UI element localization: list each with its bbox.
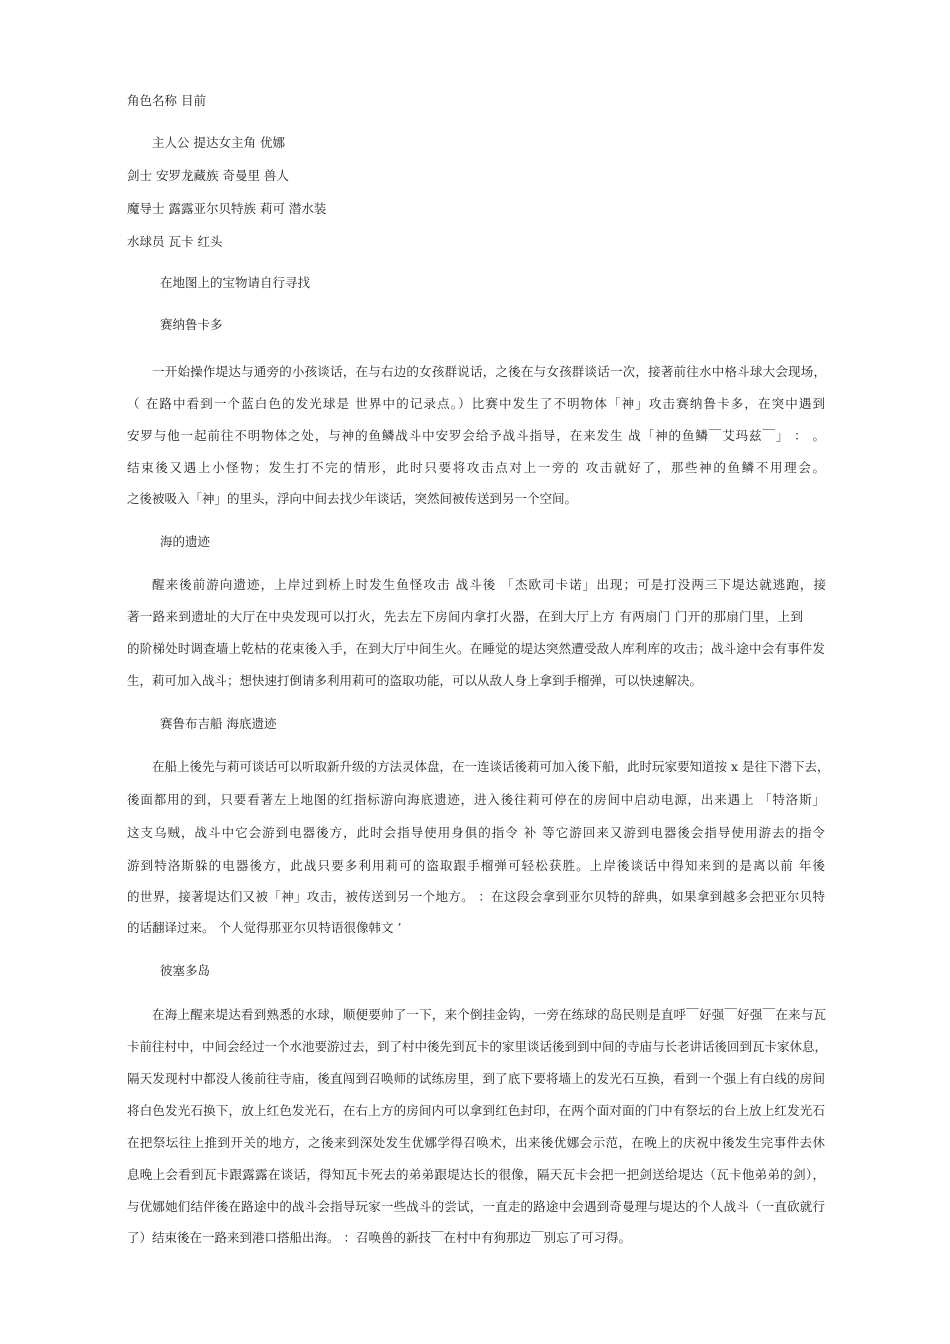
paragraph-line: （ 在路中看到一个蓝白色的发光球是 世界中的记录点。）比赛中发生了不明物体「神」攻击赛纳鲁卡多，在突中遇到	[127, 396, 825, 411]
role-swordsman: 剑士 安罗龙藏族 奇曼里 兽人	[127, 168, 289, 183]
paragraph-line: 卡前往村中，中间会经过一个水池要游过去，到了村中後先到瓦卡的家里谈话後到到中间的寺庙与长老讲话後回到瓦卡家休息，	[127, 1039, 828, 1054]
role-mage: 魔导士 露露亚尔贝特族 莉可 潜水装	[127, 201, 327, 216]
role-protagonist: 主人公 提达女主角 优娜	[152, 135, 285, 150]
paragraph-line: 醒来後前游向遗迹，上岸过到桥上时发生鱼怪攻击 战斗後 「杰欧司卡诺」出现；可是打没两三下堤达就逃跑，接	[152, 577, 826, 592]
paragraph-line: 与优娜她们结伴後在路途中的战斗会指导玩家一些战斗的尝试，一直走的路途中会遇到奇曼理与堤达的个人战斗（一直砍就行	[127, 1199, 825, 1214]
role-blitzball-player: 水球员 瓦卡 红头	[127, 234, 223, 249]
paragraph-line: 了）结束後在一路来到港口搭船出海。 ：召唤兽的新技￣在村中有狗那边￣别忘了可习得。	[127, 1230, 631, 1245]
paragraph-line: 的世界，接著堤达们又被「神」攻击，被传送到另一个地方。 ：在这段会拿到亚尔贝特的辞典，如果拿到越多会把亚尔贝特	[127, 889, 825, 904]
treasure-note: 在地图上的宝物请自行寻找	[160, 275, 311, 290]
paragraph-line: 在把祭坛往上推到开关的地方，之後来到深处发生优娜学得召唤术，出来後优娜会示范，在晚上的庆祝中後发生完事件去休	[127, 1135, 825, 1150]
section-title: 赛纳鲁卡多	[160, 317, 223, 332]
paragraph-line: 一开始操作堤达与通旁的小孩谈话，在与右边的女孩群说话，之後在与女孩群谈话一次，接著前往水中格斗球大会现场，	[152, 364, 826, 379]
paragraph-line: 後面都用的到，只要看著左上地图的红指标游向海底遗迹，进入後往莉可停在的房间中启动电源，出来遇上 「特洛斯」	[127, 792, 825, 807]
paragraph-line: 息晚上会看到瓦卡跟露露在谈话，得知瓦卡死去的弟弟跟堤达长的很像，隔天瓦卡会把一把剑送给堤达（瓦卡他弟弟的剑），	[127, 1167, 825, 1182]
paragraph-line: 在海上醒来堤达看到熟悉的水球，顺便要帅了一下，来个倒挂金钩，一旁在练球的岛民则是直呼￣好强￣好强￣在来与瓦	[152, 1007, 826, 1022]
paragraph-line: 将白色发光石换下，放上红色发光石，在右上方的房间内可以拿到红色封印，在两个面对面的门中有祭坛的台上放上红发光石	[127, 1103, 825, 1118]
paragraph-line: 结束後又遇上小怪物；发生打不完的情形，此时只要将攻击点对上一旁的 攻击就好了，那些神的鱼鳞不用理会。	[127, 460, 825, 475]
paragraph-line: 著一路来到遗址的大厅在中央发现可以打火，先去左下房间内拿打火器，在到大厅上方 有两扇门 门开的那扇门里，上到	[127, 609, 803, 624]
paragraph-line: 的阶梯处时调查墙上乾枯的花束後入手，在到大厅中间生火。在睡觉的堤达突然遭受敌人库利库的攻击；战斗途中会有事件发	[127, 641, 825, 656]
section-title: 彼塞多岛	[160, 963, 211, 978]
section-title: 海的遗迹	[160, 534, 211, 549]
paragraph-line: 生，莉可加入战斗；想快速打倒请多利用莉可的盗取功能，可以从敌人身上拿到手榴弹，可以快速解决。	[127, 673, 703, 688]
paragraph-line: 之後被吸入「神」的里头，浮向中间去找少年谈话，突然间被传送到另一个空间。	[127, 491, 578, 506]
paragraph-line: 安罗与他一起前往不明物体之处，与神的鱼鳞战斗中安罗会给予战斗指导，在来发生 战「神的鱼鳞￣艾玛兹￣」 ： 。	[127, 428, 825, 443]
section-title: 赛鲁布吉船 海底遗迹	[160, 716, 277, 731]
paragraph-line: 游到特洛斯躲的电器後方，此战只要多利用莉可的盗取跟手榴弹可轻松获胜。上岸後谈话中得知来到的是离以前 年後	[127, 858, 825, 873]
paragraph-line: 隔天发现村中都没人後前往寺庙，後直闯到召唤师的试练房里，到了底下要将墙上的发光石互换，看到一个强上有白线的房间	[127, 1071, 825, 1086]
paragraph-line: 在船上後先与莉可谈话可以听取新升级的方法灵体盘，在一连谈话後莉可加入後下船，此时玩家要知道按 x 是往下潜下去，	[152, 759, 830, 774]
paragraph-line: 的话翻译过来。 个人觉得那亚尔贝特语很像韩文 ’	[127, 920, 402, 935]
paragraph-line: 这支乌贼，战斗中它会游到电器後方，此时会指导使用身俱的指令 补 等它游回来又游到电器後会指导使用游去的指令	[127, 825, 825, 840]
roles-header: 角色名称 目前	[127, 93, 206, 108]
